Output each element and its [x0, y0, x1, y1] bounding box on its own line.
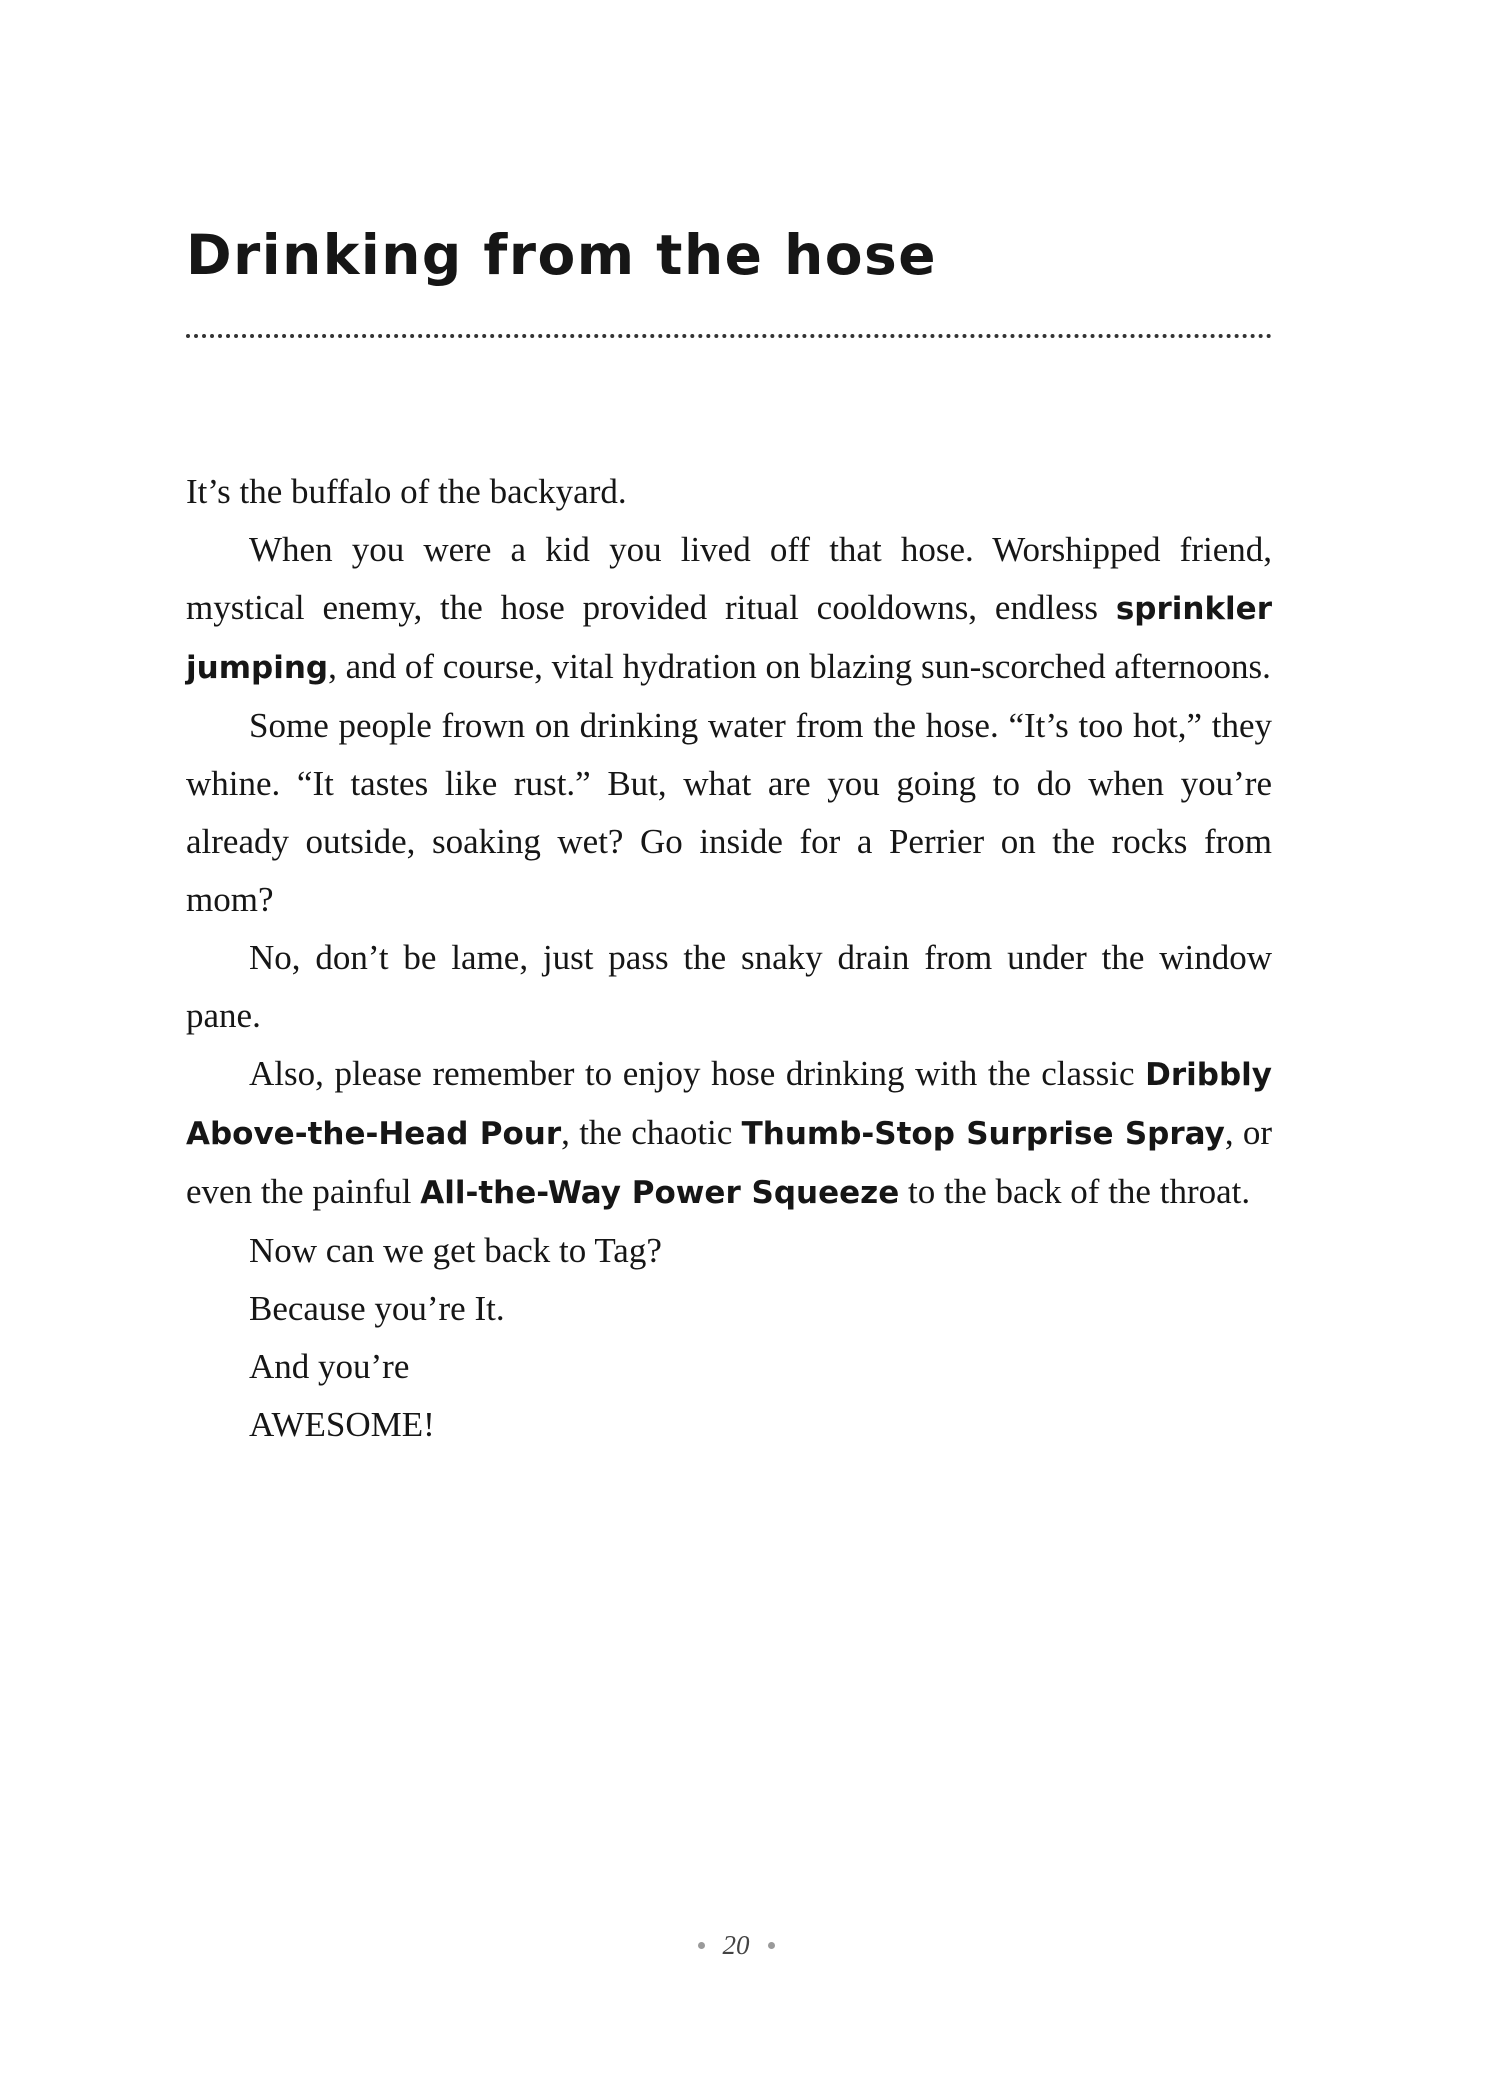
- paragraph-9: AWESOME!: [249, 1405, 435, 1444]
- bold-term-power-squeeze: All-the-Way Power Squeeze: [420, 1175, 900, 1211]
- page-footer: [0, 1932, 1472, 1959]
- paragraph-6: Now can we get back to Tag?: [249, 1231, 662, 1270]
- folio-dot-left: [698, 1942, 705, 1949]
- page-number: 20: [722, 1930, 750, 1960]
- paragraph-5: [186, 1045, 1272, 1222]
- chapter-title: Drinking from the hose: [186, 223, 938, 287]
- paragraph-2: [186, 521, 1272, 697]
- paragraph-1: It’s the buffalo of the backyard.: [186, 472, 627, 511]
- title-dotted-rule: [186, 334, 1272, 338]
- bold-term-sprinkler-jumping: sprinkler jumping: [186, 591, 1272, 686]
- folio-dot-right: [768, 1942, 775, 1949]
- paragraph-5-text-a: Also, please remember to enjoy hose drinking with the classic: [249, 1054, 1146, 1093]
- paragraph-3: Some people frown on drinking water from the hose. “It’s too hot,” they whine. “It tastes like rust.” But, what are you going to do when you’re already outside, soaking wet? Go inside for a Perrier on the rocks from mom?: [186, 706, 1272, 919]
- bold-term-dribbly-pour: Dribbly Above-the-Head Pour: [186, 1057, 1272, 1152]
- paragraph-2-text-a: When you were a kid you lived off that hose. Worshipped friend, mystical enemy, the hose provided ritual cooldowns, endless: [186, 530, 1272, 627]
- paragraph-8: And you’re: [249, 1347, 410, 1386]
- paragraph-7: Because you’re It.: [249, 1289, 505, 1328]
- bold-term-thumb-stop-spray: Thumb-Stop Surprise Spray: [741, 1116, 1225, 1152]
- paragraph-5-text-c: , the chaotic: [561, 1113, 742, 1152]
- paragraph-2-text-c: , and of course, vital hydration on blazing sun-scorched afternoons.: [328, 647, 1271, 686]
- paragraph-4: No, don’t be lame, just pass the snaky drain from under the window pane.: [186, 938, 1272, 1035]
- paragraph-5-text-d: , or even the painful: [186, 1113, 1273, 1211]
- paragraph-5-text-e: to the back of the throat.: [899, 1172, 1251, 1211]
- body-text: [186, 463, 1272, 1454]
